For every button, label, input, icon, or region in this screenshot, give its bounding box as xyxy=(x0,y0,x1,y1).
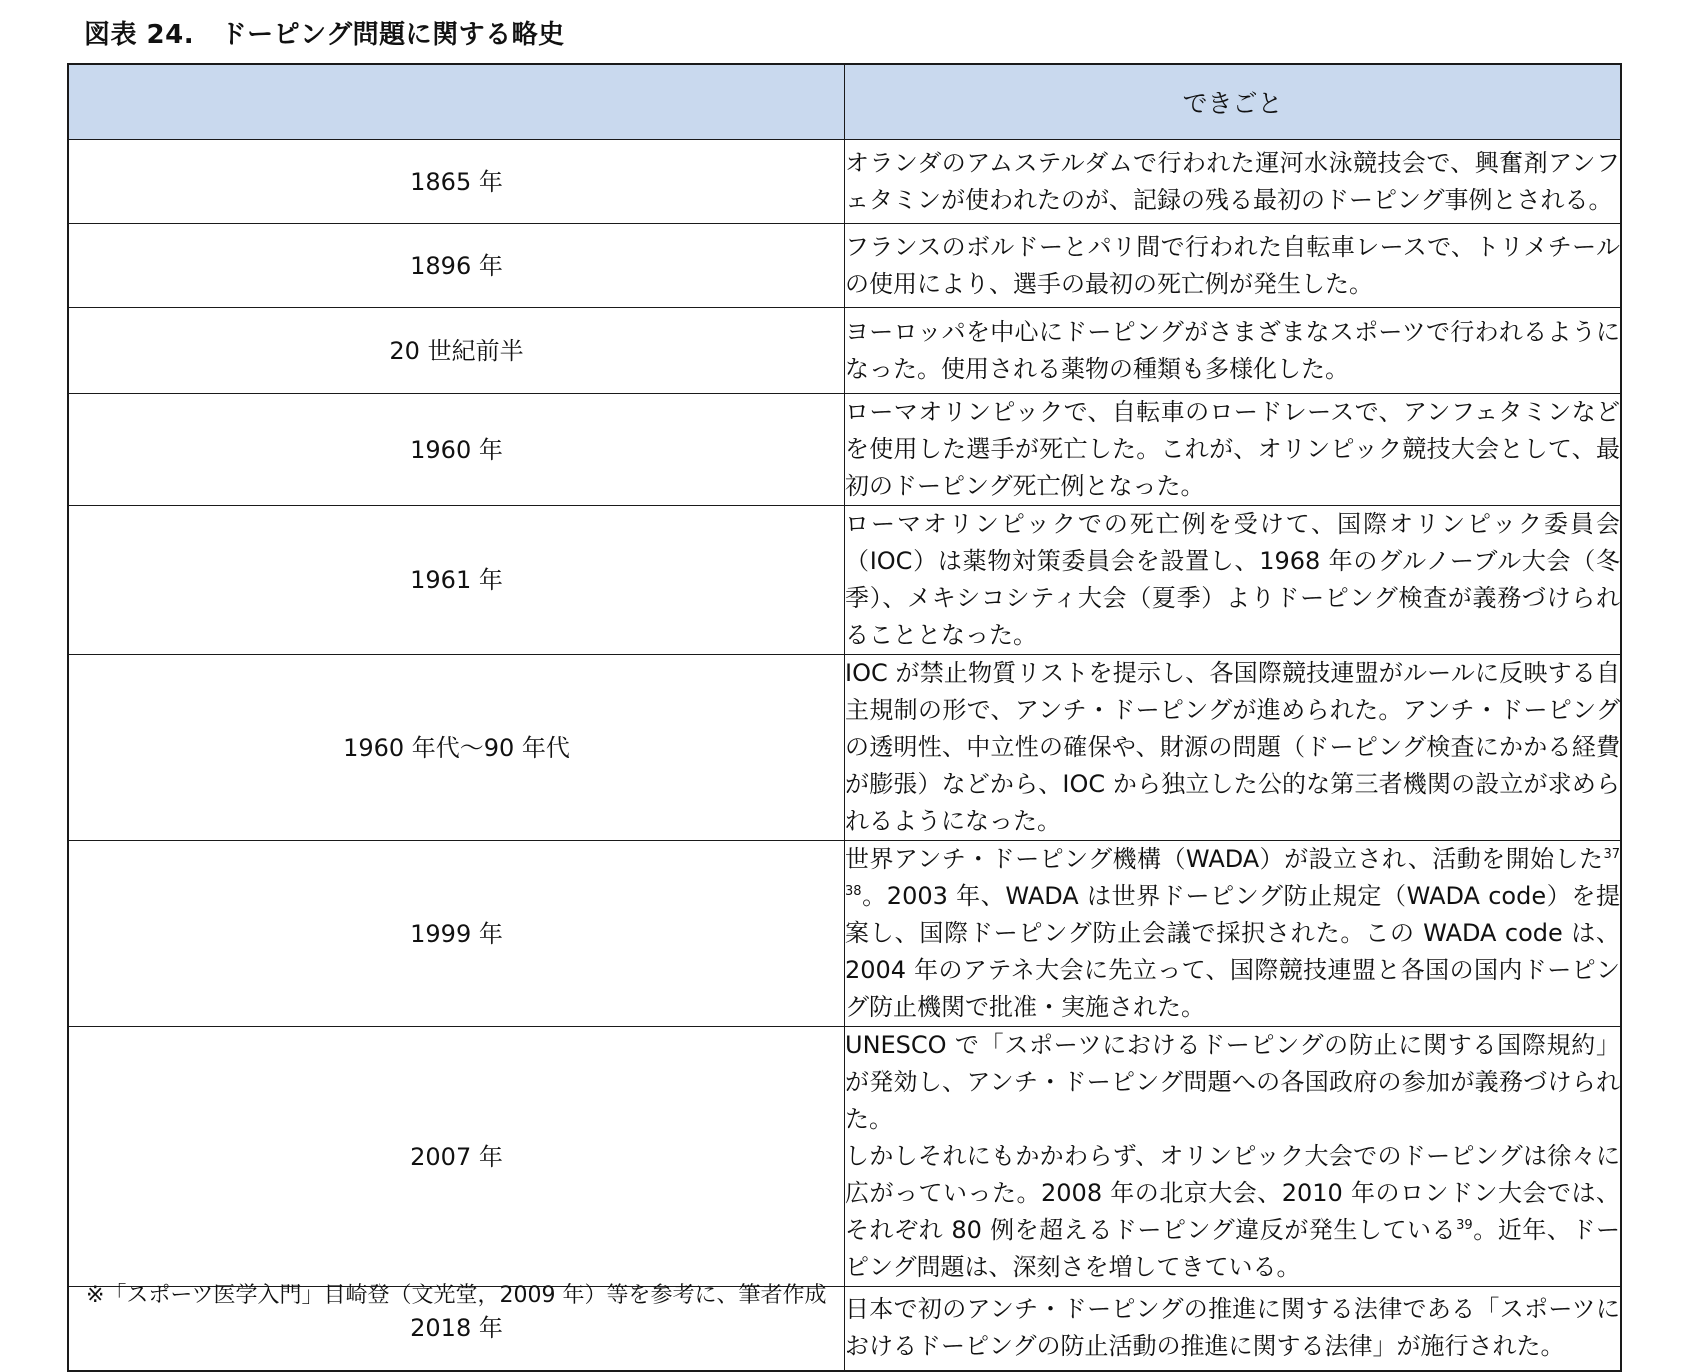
event-paragraph xyxy=(845,314,1620,388)
table-body xyxy=(68,140,1621,1371)
row-year: 1999 年 xyxy=(68,841,845,1027)
event-text-continued: 。2003 年、WADA は世界ドーピング防止規定（WADA code）を提案し、国際ドーピング防止会議で採択された。この WADA code は、2004 年のアテネ大会に先立って、国際競技連盟と各国の国内ドーピング防止機関で批准・実施された。 xyxy=(845,882,1620,1021)
table-header-row xyxy=(68,64,1621,140)
row-year: 2018 年 xyxy=(68,1287,845,1371)
row-year: 20 世紀前半 xyxy=(68,308,845,394)
source-footnote: ※「スポーツ医学入門」目崎登（文光堂，2009 年）等を参考に、筆者作成 xyxy=(86,1283,827,1308)
event-text: 日本で初のアンチ・ドーピングの推進に関する法律である「スポーツにおけるドーピングの防止活動の推進に関する法律」が施行された。 xyxy=(845,1295,1620,1361)
table-row xyxy=(68,506,1621,655)
event-paragraph xyxy=(845,229,1620,303)
row-event xyxy=(845,394,1622,506)
row-year: 1896 年 xyxy=(68,224,845,308)
footnote-ref: 39 xyxy=(1456,1218,1473,1233)
table-row xyxy=(68,308,1621,394)
event-text: IOC が禁止物質リストを提示し、各国際競技連盟がルールに反映する自主規制の形で、アンチ・ドーピングが進められた。アンチ・ドーピングの透明性、中立性の確保や、財源の問題（ドーピング検査にかかる経費が膨張）などから、IOC から独立した公的な第三者機関の設立が求められるようになった。 xyxy=(845,659,1620,835)
table-row xyxy=(68,841,1621,1027)
row-year: 2007 年 xyxy=(68,1027,845,1287)
event-text-continued: 。近年、ドーピング問題は、深刻さを増してきている。 xyxy=(845,1216,1621,1281)
table-row xyxy=(68,394,1621,506)
row-event xyxy=(845,506,1622,655)
header-year xyxy=(68,64,845,140)
row-year: 1960 年代〜90 年代 xyxy=(68,655,845,841)
event-paragraph xyxy=(845,1138,1620,1286)
event-paragraph xyxy=(845,1291,1620,1365)
table-row xyxy=(68,655,1621,841)
event-paragraph xyxy=(845,1027,1620,1138)
event-text: ローマオリンピックでの死亡例を受けて、国際オリンピック委員会（IOC）は薬物対策委員会を設置し、1968 年のグルノーブル大会（冬季）、メキシコシティ大会（夏季）よりドーピング検査が義務づけられることとなった。 xyxy=(845,510,1620,649)
event-text: UNESCO で「スポーツにおけるドーピングの防止に関する国際規約」が発効し、アンチ・ドーピング問題への各国政府の参加が義務づけられた。 xyxy=(845,1031,1620,1133)
figure-title: 図表 24. ドーピング問題に関する略史 xyxy=(84,20,565,50)
event-text: オランダのアムステルダムで行われた運河水泳競技会で、興奮剤アンフェタミンが使われたのが、記録の残る最初のドーピング事例とされる。 xyxy=(845,148,1620,214)
header-event: できごと xyxy=(845,64,1622,140)
event-text: ヨーロッパを中心にドーピングがさまざまなスポーツで行われるようになった。使用される薬物の種類も多様化した。 xyxy=(845,317,1620,383)
footnote-ref: 37 38 xyxy=(845,847,1620,899)
row-event xyxy=(845,841,1622,1027)
row-event xyxy=(845,1027,1622,1287)
row-event xyxy=(845,140,1622,224)
table-row xyxy=(68,224,1621,308)
table-row xyxy=(68,140,1621,224)
row-year: 1865 年 xyxy=(68,140,845,224)
event-paragraph xyxy=(845,655,1620,840)
event-paragraph xyxy=(845,394,1620,505)
row-event xyxy=(845,1287,1622,1371)
row-event xyxy=(845,224,1622,308)
event-text: フランスのボルドーとパリ間で行われた自転車レースで、トリメチールの使用により、選手の最初の死亡例が発生した。 xyxy=(845,232,1620,298)
row-event xyxy=(845,655,1622,841)
event-paragraph xyxy=(845,841,1620,1026)
event-text: 世界アンチ・ドーピング機構（WADA）が設立され、活動を開始した xyxy=(845,845,1604,873)
row-year: 1960 年 xyxy=(68,394,845,506)
event-text: ローマオリンピックで、自転車のロードレースで、アンフェタミンなどを使用した選手が死亡した。これが、オリンピック競技大会として、最初のドーピング死亡例となった。 xyxy=(845,398,1620,500)
doping-history-table xyxy=(67,63,1622,1372)
event-text: しかしそれにもかかわらず、オリンピック大会でのドーピングは徐々に広がっていった。2008 年の北京大会、2010 年のロンドン大会では、それぞれ 80 例を超えるドーピング違反が発生している xyxy=(845,1142,1620,1244)
event-paragraph xyxy=(845,506,1620,654)
event-paragraph xyxy=(845,145,1620,219)
row-event xyxy=(845,308,1622,394)
table-row xyxy=(68,1027,1621,1287)
row-year: 1961 年 xyxy=(68,506,845,655)
